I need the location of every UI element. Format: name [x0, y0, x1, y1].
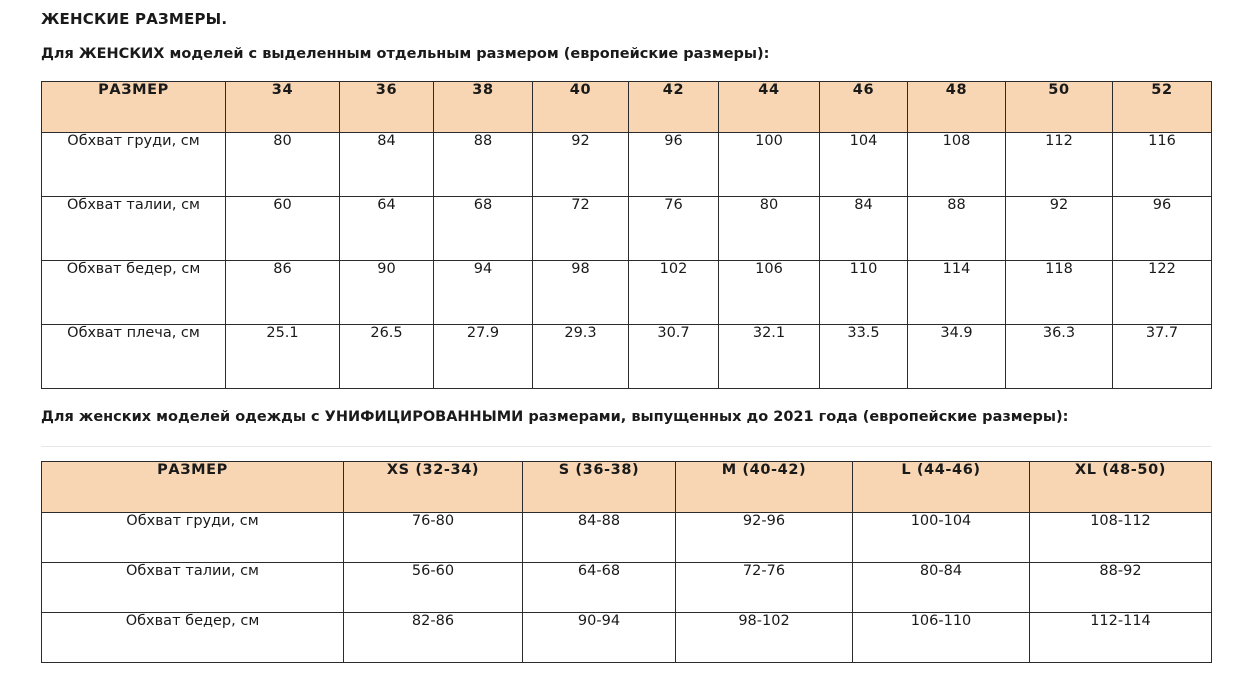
table-cell: 110 — [820, 261, 908, 325]
row-label: Обхват бедер, см — [42, 261, 226, 325]
section-2-subtitle: Для женских моделей одежды с УНИФИЦИРОВАННЫМИ размерами, выпущенных до 2021 года (европейские размеры): — [41, 409, 1069, 425]
table-cell: 100-104 — [853, 513, 1030, 563]
row-label: Обхват груди, см — [42, 513, 344, 563]
table-cell: 104 — [820, 133, 908, 197]
table-cell: 84 — [340, 133, 434, 197]
header-cell: РАЗМЕР — [42, 82, 226, 133]
table-cell: 118 — [1006, 261, 1113, 325]
table-cell: 64 — [340, 197, 434, 261]
table-cell: 90 — [340, 261, 434, 325]
table-cell: 108-112 — [1030, 513, 1212, 563]
table-cell: 96 — [1113, 197, 1212, 261]
table-cell: 114 — [908, 261, 1006, 325]
row-label: Обхват бедер, см — [42, 613, 344, 663]
table-row — [42, 563, 1212, 613]
table-cell: 26.5 — [340, 325, 434, 389]
table-cell: 122 — [1113, 261, 1212, 325]
header-cell: 42 — [629, 82, 719, 133]
table-cell: 116 — [1113, 133, 1212, 197]
table-cell: 64-68 — [523, 563, 676, 613]
header-cell: 38 — [434, 82, 533, 133]
section-divider — [41, 446, 1211, 447]
table-cell: 88 — [908, 197, 1006, 261]
table-cell: 100 — [719, 133, 820, 197]
header-cell: РАЗМЕР — [42, 462, 344, 513]
table-row — [42, 325, 1212, 389]
table-cell: 88 — [434, 133, 533, 197]
table-row — [42, 197, 1212, 261]
table-header-row — [42, 82, 1212, 133]
header-cell: 46 — [820, 82, 908, 133]
header-cell: M (40-42) — [676, 462, 853, 513]
header-cell: 36 — [340, 82, 434, 133]
table-cell: 108 — [908, 133, 1006, 197]
table-cell: 37.7 — [1113, 325, 1212, 389]
table-cell: 36.3 — [1006, 325, 1113, 389]
table-cell: 34.9 — [908, 325, 1006, 389]
table-cell: 29.3 — [533, 325, 629, 389]
table-cell: 112 — [1006, 133, 1113, 197]
table-cell: 86 — [226, 261, 340, 325]
table-row — [42, 613, 1212, 663]
header-cell: 34 — [226, 82, 340, 133]
header-cell: 52 — [1113, 82, 1212, 133]
table-cell: 72-76 — [676, 563, 853, 613]
header-cell: 48 — [908, 82, 1006, 133]
table-row — [42, 513, 1212, 563]
table-cell: 88-92 — [1030, 563, 1212, 613]
row-label: Обхват талии, см — [42, 197, 226, 261]
table-cell: 98 — [533, 261, 629, 325]
table-cell: 80 — [226, 133, 340, 197]
table-cell: 106 — [719, 261, 820, 325]
table-cell: 72 — [533, 197, 629, 261]
table-cell: 92-96 — [676, 513, 853, 563]
table-cell: 112-114 — [1030, 613, 1212, 663]
table-cell: 102 — [629, 261, 719, 325]
page-title: ЖЕНСКИЕ РАЗМЕРЫ. — [41, 10, 228, 28]
table-cell: 80 — [719, 197, 820, 261]
table-cell: 92 — [533, 133, 629, 197]
size-table-individual — [41, 81, 1212, 389]
header-cell: 44 — [719, 82, 820, 133]
table-cell: 84 — [820, 197, 908, 261]
table-cell: 56-60 — [344, 563, 523, 613]
table-cell: 60 — [226, 197, 340, 261]
table-cell: 33.5 — [820, 325, 908, 389]
header-cell: L (44-46) — [853, 462, 1030, 513]
table-cell: 92 — [1006, 197, 1113, 261]
table-cell: 30.7 — [629, 325, 719, 389]
header-cell: 40 — [533, 82, 629, 133]
table-cell: 84-88 — [523, 513, 676, 563]
table-cell: 25.1 — [226, 325, 340, 389]
table-cell: 106-110 — [853, 613, 1030, 663]
table-cell: 27.9 — [434, 325, 533, 389]
table-cell: 80-84 — [853, 563, 1030, 613]
header-cell: XS (32-34) — [344, 462, 523, 513]
table-cell: 76-80 — [344, 513, 523, 563]
table-cell: 76 — [629, 197, 719, 261]
section-1-subtitle: Для ЖЕНСКИХ моделей с выделенным отдельным размером (европейские размеры): — [41, 46, 770, 62]
table-cell: 98-102 — [676, 613, 853, 663]
size-table-unified — [41, 461, 1212, 663]
header-cell: S (36-38) — [523, 462, 676, 513]
table-row — [42, 261, 1212, 325]
table-cell: 68 — [434, 197, 533, 261]
table-cell: 32.1 — [719, 325, 820, 389]
table-cell: 94 — [434, 261, 533, 325]
table-row — [42, 133, 1212, 197]
table-cell: 82-86 — [344, 613, 523, 663]
row-label: Обхват плеча, см — [42, 325, 226, 389]
row-label: Обхват талии, см — [42, 563, 344, 613]
header-cell: XL (48-50) — [1030, 462, 1212, 513]
table-cell: 90-94 — [523, 613, 676, 663]
header-cell: 50 — [1006, 82, 1113, 133]
table-cell: 96 — [629, 133, 719, 197]
table-header-row — [42, 462, 1212, 513]
row-label: Обхват груди, см — [42, 133, 226, 197]
